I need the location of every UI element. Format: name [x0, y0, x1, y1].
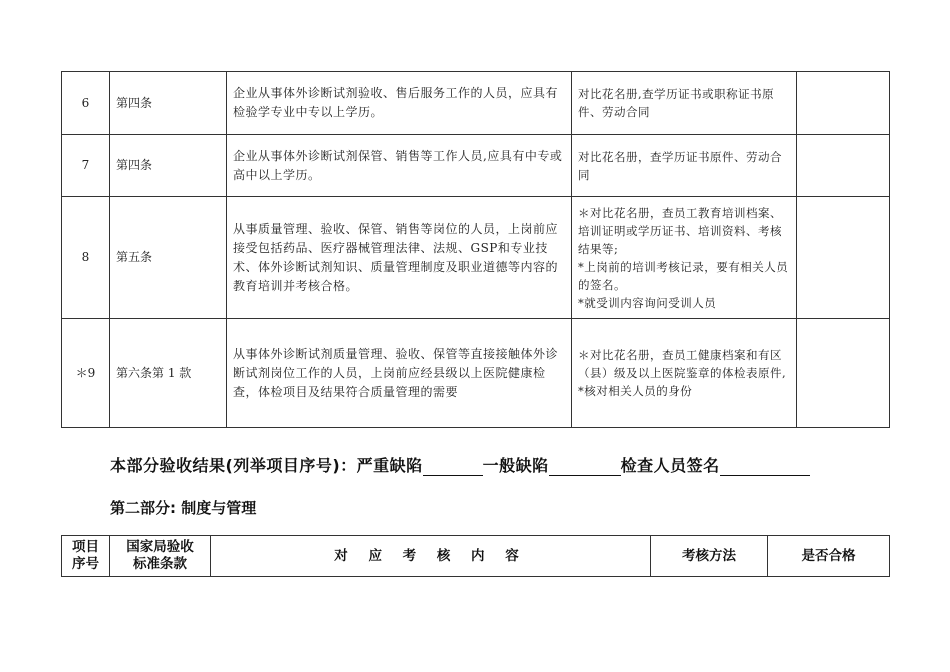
- header-line: 项目: [72, 539, 99, 555]
- general-defect-blank[interactable]: [549, 457, 621, 476]
- severe-defect-label: 本部分验收结果(列举项目序号)：严重缺陷: [110, 456, 423, 475]
- inspector-signature-label: 检查人员签名: [620, 456, 720, 475]
- general-defect-label: 一般缺陷: [482, 456, 549, 475]
- header-row: [62, 536, 890, 577]
- qualified-result-cell[interactable]: [797, 197, 890, 319]
- qualified-result-cell[interactable]: [797, 72, 890, 135]
- inspection-method: [572, 319, 797, 428]
- inspection-requirement: 企业从事体外诊断试剂保管、销售等工作人员,应具有中专或高中以上学历。: [227, 135, 572, 197]
- header-qualified: 是否合格: [768, 536, 890, 577]
- standard-article: 第六条第 1 款: [110, 319, 227, 428]
- inspection-method: [572, 72, 797, 135]
- item-number: 8: [62, 197, 110, 319]
- method-line: 对比花名册，查学历证书原件、劳动合同: [578, 149, 782, 182]
- inspector-signature-blank[interactable]: [720, 457, 810, 476]
- method-line: *就受训内容询问受训人员: [578, 295, 717, 310]
- standard-article: 第四条: [110, 135, 227, 197]
- header-standard-article: [110, 536, 211, 577]
- header-inspection-content: 对 应 考 核 内 容: [211, 536, 651, 577]
- standard-article: 第五条: [110, 197, 227, 319]
- standard-article: 第四条: [110, 72, 227, 135]
- personnel-inspection-table: [61, 71, 890, 428]
- table-row: [62, 135, 890, 197]
- method-line: ＊对比花名册，查员工健康档案和有区（县）级及以上医院鉴章的体检表原件,: [578, 348, 787, 380]
- table-row: [62, 319, 890, 428]
- severe-defect-blank[interactable]: [423, 457, 483, 476]
- qualified-result-cell[interactable]: [797, 319, 890, 428]
- method-line: ＊对比花名册，查员工教育培训档案、培训证明或学历证书、培训资料、考核结果等;: [578, 205, 782, 256]
- item-number: 6: [62, 72, 110, 135]
- header-line: 标准条款: [133, 556, 187, 572]
- header-line: 序号: [72, 556, 99, 572]
- method-line: *上岗前的培训考核记录，要有相关人员的签名。: [578, 259, 789, 292]
- inspection-requirement: 从事体外诊断试剂质量管理、验收、保管等直接接触体外诊断试剂岗位工作的人员，上岗前应经县级以上医院健康检查，体检项目及结果符合质量管理的需要: [227, 319, 572, 428]
- inspection-requirement: 从事质量管理、验收、保管、销售等岗位的人员，上岗前应接受包括药品、医疗器械管理法律、法规、GSP和专业技术、体外诊断试剂知识、质量管理制度及职业道德等内容的教育培训并考核合格。: [227, 197, 572, 319]
- method-line: *核对相关人员的身份: [578, 384, 693, 398]
- inspection-method: [572, 135, 797, 197]
- table-row: [62, 197, 890, 319]
- item-number: ＊9: [62, 319, 110, 428]
- header-line: 国家局验收: [126, 539, 194, 555]
- system-management-table-header: [61, 535, 890, 577]
- section-title: 第二部分: 制度与管理: [110, 499, 257, 517]
- inspection-method: [572, 197, 797, 319]
- qualified-result-cell[interactable]: [797, 135, 890, 197]
- inspection-requirement: 企业从事体外诊断试剂验收、售后服务工作的人员，应具有检验学专业中专以上学历。: [227, 72, 572, 135]
- table-row: [62, 72, 890, 135]
- item-number: 7: [62, 135, 110, 197]
- section-result-summary: [110, 453, 810, 476]
- header-inspection-method: 考核方法: [651, 536, 768, 577]
- header-item-number: [62, 536, 110, 577]
- method-line: 对比花名册,查学历证书或职称证书原件、劳动合同: [578, 87, 775, 119]
